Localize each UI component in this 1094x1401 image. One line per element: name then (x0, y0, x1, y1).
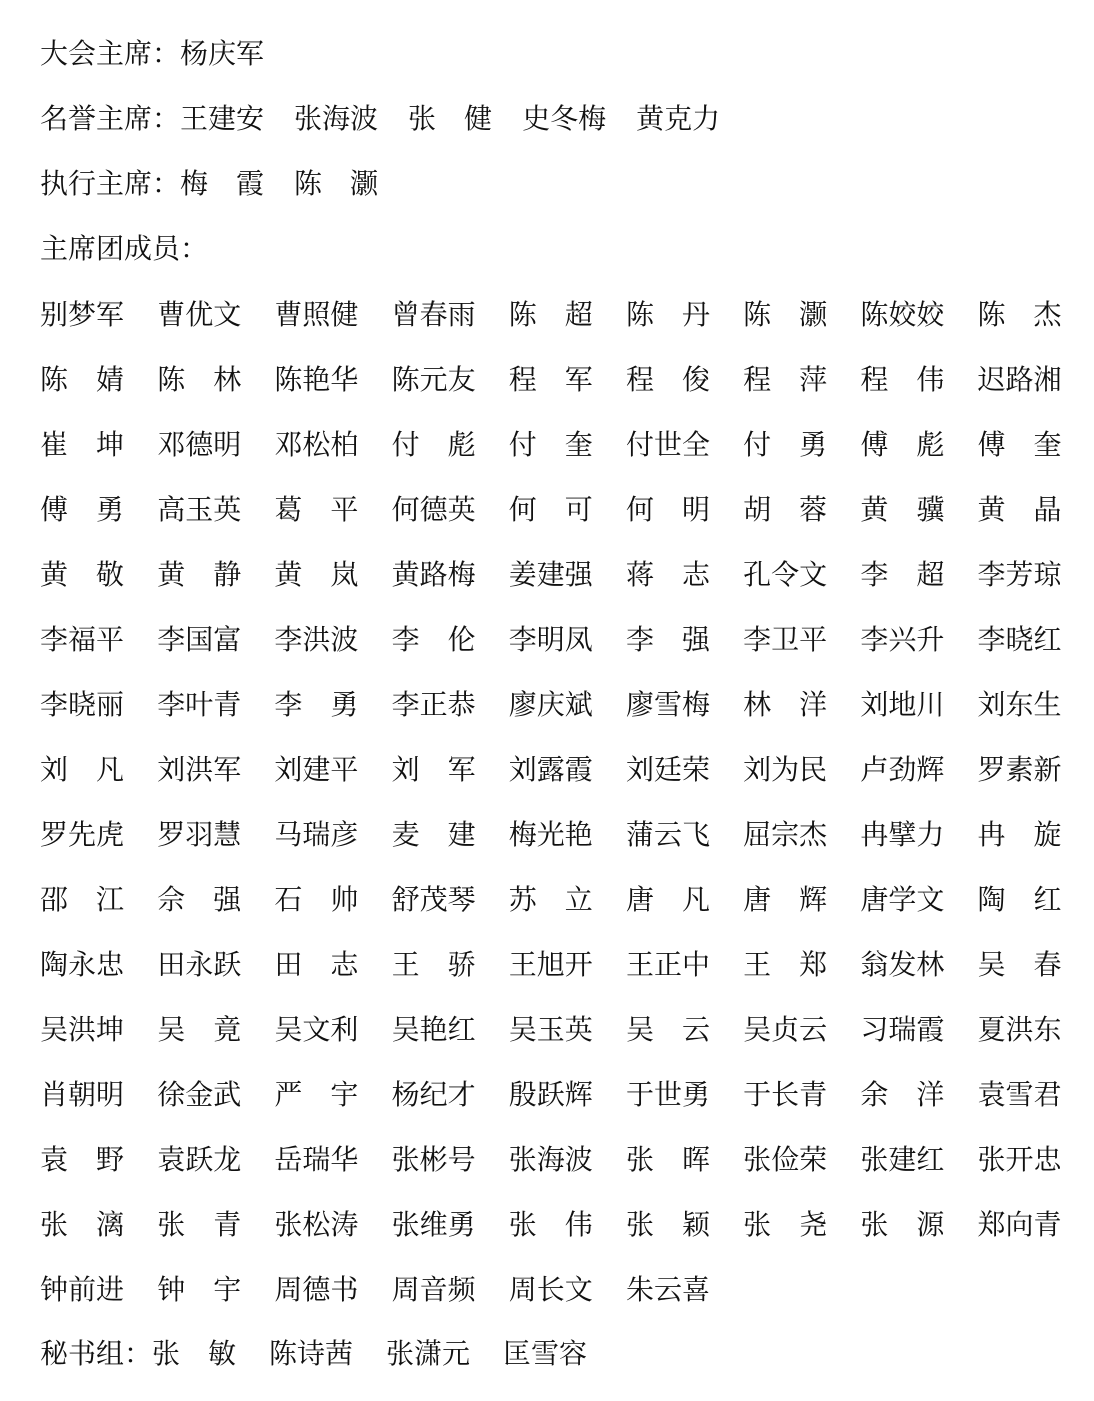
presidium-member-name: 罗素新 (977, 753, 1062, 786)
presidium-member-name: 吴贞云 (743, 1013, 828, 1046)
presidium-row (40, 360, 1094, 400)
presidium-member-name: 佘 强 (157, 883, 242, 916)
presidium-member-name: 周长文 (508, 1273, 593, 1306)
presidium-member-name: 张 伟 (508, 1208, 593, 1241)
presidium-row (40, 1010, 1094, 1050)
presidium-member-name: 刘露霞 (508, 753, 593, 786)
presidium-member-name: 袁跃龙 (157, 1143, 242, 1176)
honorary-chairs-label: 名誉主席： (40, 102, 181, 135)
presidium-member-name: 习瑞霞 (860, 1013, 945, 1046)
presidium-member-name: 刘建平 (274, 753, 359, 786)
presidium-member-name: 王旭开 (508, 948, 593, 981)
presidium-member-name: 郑向青 (977, 1208, 1062, 1241)
presidium-member-name: 黄 静 (157, 558, 242, 591)
presidium-member-name: 李洪波 (274, 623, 359, 656)
presidium-member-name: 李福平 (40, 623, 125, 656)
presidium-member-name: 姜建强 (508, 558, 593, 591)
presidium-member-name: 王 骄 (391, 948, 476, 981)
presidium-row (40, 685, 1094, 725)
presidium-member-name: 邓松柏 (274, 428, 359, 461)
presidium-member-name: 陈 超 (508, 298, 593, 331)
chair-name: 杨庆军 (180, 37, 265, 70)
presidium-member-name: 卢劲辉 (860, 753, 945, 786)
presidium-member-name: 陈 丹 (625, 298, 710, 331)
presidium-row (40, 750, 1094, 790)
presidium-member-name: 刘洪军 (157, 753, 242, 786)
presidium-member-name: 林 洋 (743, 688, 828, 721)
presidium-member-name: 周德书 (274, 1273, 359, 1306)
presidium-member-name: 李 伦 (391, 623, 476, 656)
presidium-member-name: 陈 婧 (40, 363, 125, 396)
presidium-member-name: 程 萍 (743, 363, 828, 396)
presidium-member-name: 张建红 (860, 1143, 945, 1176)
presidium-member-name: 程 军 (508, 363, 593, 396)
presidium-member-name: 舒茂琴 (391, 883, 476, 916)
presidium-member-name: 张维勇 (391, 1208, 476, 1241)
secretariat-member-name: 陈诗茜 (269, 1337, 354, 1370)
executive-chairs-line (40, 164, 408, 204)
presidium-row (40, 295, 1094, 335)
presidium-row (40, 1075, 1094, 1115)
presidium-member-name: 邵 江 (40, 883, 125, 916)
presidium-member-name: 李国富 (157, 623, 242, 656)
presidium-row (40, 425, 1094, 465)
presidium-member-name: 吴 云 (625, 1013, 710, 1046)
presidium-member-name: 陶 红 (977, 883, 1062, 916)
presidium-member-name: 岳瑞华 (274, 1143, 359, 1176)
presidium-row (40, 555, 1094, 595)
presidium-member-name: 刘东生 (977, 688, 1062, 721)
presidium-member-name: 李兴升 (860, 623, 945, 656)
presidium-member-name: 何德英 (391, 493, 476, 526)
presidium-member-name: 张 晖 (625, 1143, 710, 1176)
presidium-row (40, 1140, 1094, 1180)
presidium-row (40, 1270, 743, 1310)
secretariat-member-name: 张 敏 (152, 1337, 237, 1370)
presidium-row (40, 815, 1094, 855)
presidium-row (40, 945, 1094, 985)
presidium-row (40, 1205, 1094, 1245)
presidium-member-name: 程 伟 (860, 363, 945, 396)
presidium-member-name: 李 超 (860, 558, 945, 591)
presidium-member-name: 田 志 (274, 948, 359, 981)
presidium-member-name: 迟路湘 (977, 363, 1062, 396)
presidium-member-name: 付世全 (625, 428, 710, 461)
presidium-member-name: 屈宗杰 (743, 818, 828, 851)
presidium-member-name: 唐学文 (860, 883, 945, 916)
presidium-member-name: 高玉英 (157, 493, 242, 526)
presidium-member-name: 刘为民 (743, 753, 828, 786)
chair-label: 大会主席： (40, 37, 181, 70)
presidium-member-name: 胡 蓉 (743, 493, 828, 526)
presidium-member-name: 李叶青 (157, 688, 242, 721)
presidium-member-name: 冉擘力 (860, 818, 945, 851)
presidium-member-name: 肖朝明 (40, 1078, 125, 1111)
presidium-member-name: 何 明 (625, 493, 710, 526)
presidium-member-name: 冉 旋 (977, 818, 1062, 851)
presidium-member-name: 李晓红 (977, 623, 1062, 656)
presidium-member-name: 傅 奎 (977, 428, 1062, 461)
presidium-member-name: 李芳琼 (977, 558, 1062, 591)
chair-names (180, 34, 264, 74)
presidium-member-name: 陈 杰 (977, 298, 1062, 331)
presidium-member-name: 张俭荣 (743, 1143, 828, 1176)
presidium-member-name: 翁发林 (860, 948, 945, 981)
presidium-member-name: 周音频 (391, 1273, 476, 1306)
presidium-member-name: 孔令文 (743, 558, 828, 591)
presidium-member-name: 袁雪君 (977, 1078, 1062, 1111)
presidium-member-name: 钟 宇 (157, 1273, 242, 1306)
presidium-member-name: 罗先虎 (40, 818, 125, 851)
presidium-row (40, 490, 1094, 530)
presidium-member-name: 罗羽慧 (157, 818, 242, 851)
presidium-member-name: 蒋 志 (625, 558, 710, 591)
presidium-member-name: 黄 敬 (40, 558, 125, 591)
presidium-member-name: 张海波 (508, 1143, 593, 1176)
presidium-member-name: 李晓丽 (40, 688, 125, 721)
presidium-member-name: 傅 彪 (860, 428, 945, 461)
presidium-member-name: 张 青 (157, 1208, 242, 1241)
presidium-member-name: 廖雪梅 (625, 688, 710, 721)
presidium-member-name: 吴玉英 (508, 1013, 593, 1046)
presidium-member-name: 张开忠 (977, 1143, 1062, 1176)
chair-line (40, 34, 264, 74)
presidium-member-name: 黄 晶 (977, 493, 1062, 526)
presidium-member-name: 陶永忠 (40, 948, 125, 981)
presidium-member-name: 刘 凡 (40, 753, 125, 786)
presidium-member-name: 田永跃 (157, 948, 242, 981)
presidium-member-name: 夏洪东 (977, 1013, 1062, 1046)
presidium-member-name: 邓德明 (157, 428, 242, 461)
presidium-member-name: 唐 凡 (625, 883, 710, 916)
presidium-member-name: 余 洋 (860, 1078, 945, 1111)
presidium-label: 主席团成员： (40, 232, 209, 265)
executive-chairs-label: 执行主席： (40, 167, 181, 200)
presidium-line (40, 229, 208, 269)
presidium-member-name: 李 强 (625, 623, 710, 656)
secretariat-member-name: 张潇元 (386, 1337, 471, 1370)
presidium-member-name: 付 奎 (508, 428, 593, 461)
honorary-chair-name: 张海波 (294, 102, 379, 135)
presidium-member-name: 吴艳红 (391, 1013, 476, 1046)
presidium-member-name: 唐 辉 (743, 883, 828, 916)
presidium-member-name: 廖庆斌 (508, 688, 593, 721)
presidium-member-name: 李卫平 (743, 623, 828, 656)
presidium-member-name: 何 可 (508, 493, 593, 526)
presidium-member-name: 曹优文 (157, 298, 242, 331)
secretariat-line (40, 1334, 620, 1374)
presidium-member-name: 朱云喜 (625, 1273, 710, 1306)
presidium-member-name: 杨纪才 (391, 1078, 476, 1111)
honorary-chairs-names (180, 99, 750, 139)
presidium-member-name: 张彬号 (391, 1143, 476, 1176)
honorary-chair-name: 张 健 (408, 102, 493, 135)
presidium-member-name: 付 勇 (743, 428, 828, 461)
presidium-member-name: 曾春雨 (391, 298, 476, 331)
honorary-chair-name: 王建安 (180, 102, 265, 135)
presidium-member-name: 付 彪 (391, 428, 476, 461)
presidium-member-name: 袁 野 (40, 1143, 125, 1176)
presidium-row (40, 880, 1094, 920)
presidium-member-name: 吴文利 (274, 1013, 359, 1046)
presidium-member-name: 殷跃辉 (508, 1078, 593, 1111)
presidium-member-name: 葛 平 (274, 493, 359, 526)
presidium-member-name: 梅光艳 (508, 818, 593, 851)
presidium-member-name: 陈 灏 (743, 298, 828, 331)
honorary-chair-name: 史冬梅 (522, 102, 607, 135)
presidium-member-name: 于世勇 (625, 1078, 710, 1111)
presidium-member-name: 张 源 (860, 1208, 945, 1241)
presidium-member-name: 蒲云飞 (625, 818, 710, 851)
presidium-member-name: 陈元友 (391, 363, 476, 396)
presidium-member-name: 傅 勇 (40, 493, 125, 526)
presidium-member-name: 麦 建 (391, 818, 476, 851)
presidium-member-name: 黄 骥 (860, 493, 945, 526)
presidium-member-name: 黄路梅 (391, 558, 476, 591)
presidium-member-name: 马瑞彦 (274, 818, 359, 851)
presidium-member-name: 张 尧 (743, 1208, 828, 1241)
honorary-chairs-line (40, 99, 750, 139)
presidium-member-name: 曹照健 (274, 298, 359, 331)
presidium-member-name: 刘廷荣 (625, 753, 710, 786)
presidium-member-name: 程 俊 (625, 363, 710, 396)
presidium-row (40, 620, 1094, 660)
presidium-member-name: 王正中 (625, 948, 710, 981)
presidium-member-name: 刘地川 (860, 688, 945, 721)
presidium-member-name: 石 帅 (274, 883, 359, 916)
presidium-member-name: 黄 岚 (274, 558, 359, 591)
executive-chairs-names (180, 164, 408, 204)
presidium-member-name: 徐金武 (157, 1078, 242, 1111)
executive-chair-name: 陈 灏 (294, 167, 379, 200)
presidium-member-name: 张 颖 (625, 1208, 710, 1241)
presidium-member-name: 苏 立 (508, 883, 593, 916)
presidium-member-name: 钟前进 (40, 1273, 125, 1306)
presidium-member-name: 崔 坤 (40, 428, 125, 461)
presidium-member-name: 张 漓 (40, 1208, 125, 1241)
secretariat-label: 秘书组： (40, 1337, 153, 1370)
presidium-member-name: 严 宇 (274, 1078, 359, 1111)
honorary-chair-name: 黄克力 (636, 102, 721, 135)
presidium-member-name: 李明凤 (508, 623, 593, 656)
presidium-member-name: 李正恭 (391, 688, 476, 721)
presidium-member-name: 吴 春 (977, 948, 1062, 981)
presidium-member-name: 陈 林 (157, 363, 242, 396)
presidium-member-name: 李 勇 (274, 688, 359, 721)
presidium-member-name: 陈姣姣 (860, 298, 945, 331)
presidium-member-name: 刘 军 (391, 753, 476, 786)
presidium-member-name: 张松涛 (274, 1208, 359, 1241)
presidium-member-name: 吴 竟 (157, 1013, 242, 1046)
executive-chair-name: 梅 霞 (180, 167, 265, 200)
presidium-member-name: 陈艳华 (274, 363, 359, 396)
presidium-member-name: 别梦军 (40, 298, 125, 331)
presidium-member-name: 吴洪坤 (40, 1013, 125, 1046)
presidium-member-name: 于长青 (743, 1078, 828, 1111)
secretariat-member-name: 匡雪容 (503, 1337, 588, 1370)
presidium-member-name: 王 郑 (743, 948, 828, 981)
secretariat-names (152, 1334, 620, 1374)
